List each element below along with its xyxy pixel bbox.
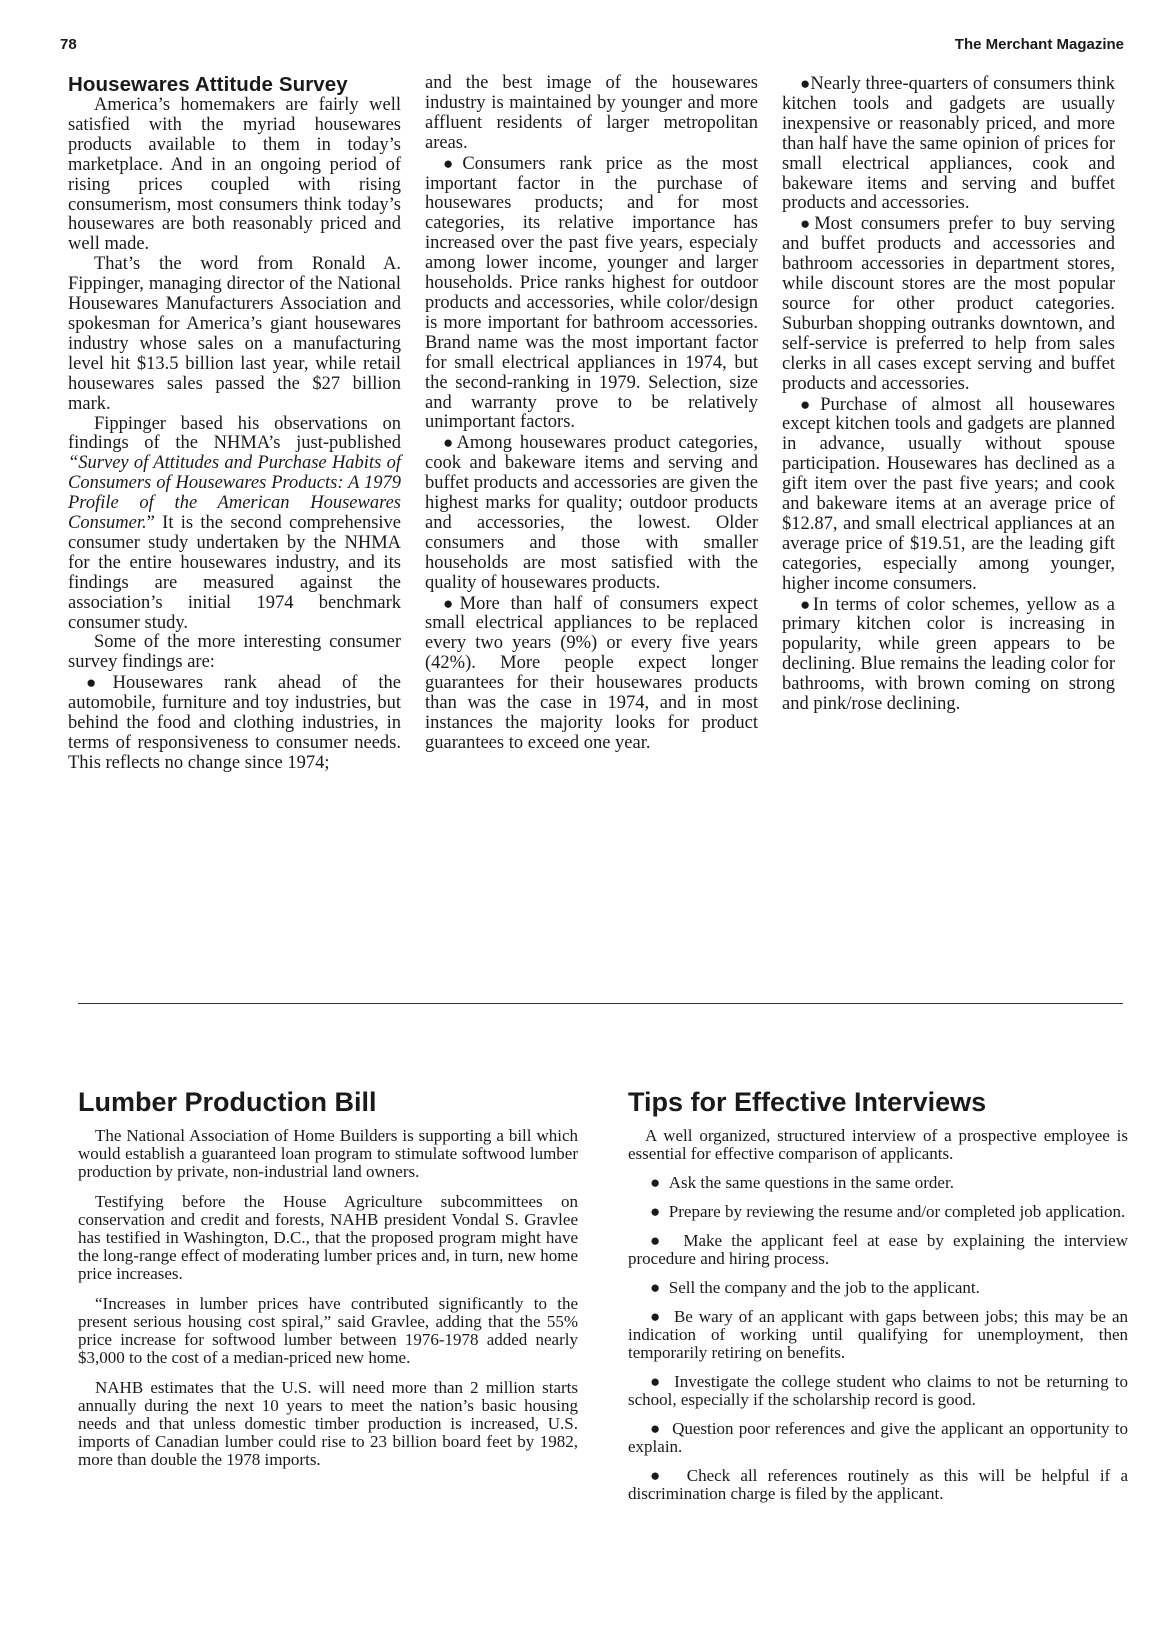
text-run: Fippinger based his observations on findings of the NHMA’s just-published — [68, 413, 401, 454]
bullet-text: In terms of color schemes, yellow as a primary kitchen color is increasing in popularity, while green appears to be declining. Blue remains the leading color for bathrooms, with brown coming on strong and pink/rose declining. — [782, 594, 1115, 715]
tip-item — [628, 1467, 1128, 1503]
bullet-paragraph — [425, 433, 758, 593]
paragraph: and the best image of the housewares industry is maintained by younger and more affluent residents of larger metropolitan areas. — [425, 73, 758, 153]
tip-item — [628, 1308, 1128, 1362]
paragraph: A well organized, structured interview of a prospective employee is essential for effective comparison of applicants. — [628, 1126, 1128, 1163]
interview-tips-article — [628, 1087, 1128, 1514]
tip-text: Ask the same questions in the same order. — [668, 1173, 954, 1192]
tip-text: Question poor references and give the applicant an opportunity to explain. — [628, 1419, 1129, 1456]
paragraph: That’s the word from Ronald A. Fippinger, managing director of the National Housewares Manufacturers Association and spokesman for America’s giant housewares industry whose sales on a manufacturing level hit $13.5 billion last year, while retail housewares sales passed the $27 billion mark. — [68, 254, 401, 414]
survey-column-1 — [68, 74, 401, 774]
lumber-article — [78, 1087, 578, 1481]
bullet-paragraph — [782, 74, 1115, 214]
tip-text: Prepare by reviewing the resume and/or completed job application. — [668, 1202, 1126, 1221]
study-title: “Survey of Attitudes and Purchase Habits of Consumers of Housewares Products: A 1979 Profile of the American Housewares Consumer. — [68, 453, 401, 534]
bullet-icon: ● — [800, 214, 815, 234]
tip-text: Check all references routinely as this will be helpful if a discrimination charge is filed by the applicant. — [628, 1466, 1128, 1503]
bullet-paragraph — [782, 395, 1115, 595]
bullet-icon: ● — [650, 1419, 662, 1438]
housewares-survey-article — [68, 74, 1116, 774]
paragraph: “Increases in lumber prices have contributed significantly to the present serious housing cost spiral,” said Gravlee, adding that the 55% price increase for softwood lumber between 1976-1978 added nearly $3,000 to the cost of a median-priced new home. — [78, 1294, 578, 1367]
bullet-icon: ● — [800, 594, 813, 614]
magazine-name: The Merchant Magazine — [954, 36, 1124, 53]
tip-item — [628, 1373, 1128, 1409]
paragraph: NAHB estimates that the U.S. will need more than 2 million starts annually during the next 10 years to meet the nation’s basic housing needs and that unless domestic timber production is increased, U.S. imports of Canadian lumber could rise to 23 billion board feet by 1982, more than double the 1978 imports. — [78, 1378, 578, 1469]
bullet-text: Most consumers prefer to buy serving and buffet products and accessories and bathroom accessories in department stores, while discount stores are the most popular source for other product categories. Suburban shopping outranks downtown, and self-service is preferred to help from sales clerks in all cases except serving and buffet products and accessories. — [782, 214, 1115, 394]
bullet-icon: ● — [800, 74, 811, 93]
bullet-icon: ● — [650, 1231, 666, 1250]
bullet-icon: ● — [650, 1278, 661, 1297]
bullet-paragraph — [68, 673, 401, 774]
bullet-icon: ● — [650, 1307, 662, 1326]
bullet-icon: ● — [443, 153, 463, 173]
bullet-icon: ● — [800, 394, 821, 414]
bullet-text: Among housewares product categories, cook and bakeware items and serving and buffet products and accessories are given the highest marks for quality; outdoor products and accessories, the lowest. Older consumers and those with smaller households are most satisfied with the quality of housewares products. — [425, 433, 758, 593]
tip-text: Make the applicant feel at ease by explaining the interview procedure and hiring process. — [628, 1231, 1128, 1268]
bullet-icon: ● — [650, 1372, 663, 1391]
bullet-text: Nearly three-quarters of consumers think kitchen tools and gadgets are usually inexpensive or reasonably priced, and more than half have the same opinion of prices for small electrical appliances, cook and bakeware items and serving and buffet products and accessories. — [782, 74, 1115, 214]
page-number: 78 — [60, 36, 77, 53]
article-title: Housewares Attitude Survey — [68, 73, 348, 96]
tip-text: Sell the company and the job to the applicant. — [668, 1278, 980, 1297]
text-run: ” It is the second comprehensive consumer study undertaken by the NHMA for the entire housewares industry, and its findings are measured against the association’s initial 1974 benchmark consumer study. — [68, 513, 401, 633]
tip-item — [628, 1420, 1128, 1456]
bullet-paragraph — [425, 594, 758, 754]
tip-item — [628, 1232, 1128, 1268]
section-divider — [78, 1003, 1123, 1004]
bullet-text: Purchase of almost all housewares except kitchen tools and gadgets are planned in advance, usually without spouse participation. Housewares has declined as a gift item over the past five years; and cook and bakeware items at an average price of $12.87, and small electrical appliances at an average price of $19.51, are the leading gift categories, especially among younger, higher income consumers. — [782, 394, 1115, 594]
article-title: Tips for Effective Interviews — [628, 1087, 987, 1117]
survey-column-3 — [782, 74, 1115, 774]
bullet-icon: ● — [650, 1173, 661, 1192]
bullet-icon: ● — [443, 433, 457, 453]
article-title: Lumber Production Bill — [78, 1087, 377, 1117]
bullet-paragraph — [425, 154, 758, 434]
page-header — [60, 36, 1124, 60]
bullet-text: Consumers rank price as the most important factor in the purchase of housewares products; and for most categories, its relative importance has increased over the past five years, especialy among lower income, younger and larger households. Price ranks highest for outdoor products and accessories, while color/design is more important for bathroom accessories. Brand name was the most important factor for small electrical appliances in 1974, but the second-ranking in 1979. Selection, size and warranty prove to be relatively unimportant factors. — [425, 153, 758, 433]
tip-text: Be wary of an applicant with gaps between jobs; this may be an indication of working until qualifying for unemployment, then temporarily retiring on benefits. — [628, 1307, 1128, 1362]
bullet-text: Housewares rank ahead of the automobile, furniture and toy industries, but behind the food and clothing industries, in terms of responsiveness to consumer needs. This reflects no change since 1974; — [68, 673, 401, 773]
bullet-paragraph — [782, 214, 1115, 394]
bullet-icon: ● — [443, 593, 460, 613]
paragraph: The National Association of Home Builders is supporting a bill which would establish a guaranteed loan program to stimulate softwood lumber production by private, non-industrial land owners. — [78, 1126, 578, 1181]
tip-text: Investigate the college student who claims to not be returning to school, especially if the scholarship record is good. — [628, 1372, 1128, 1409]
bullet-text: More than half of consumers expect small electrical appliances to be replaced every two years (9%) or every five years (42%). More people expect longer guarantees for their housewares products than was the case in 1974, and in most instances the majority looks for product guarantees to exceed one year. — [425, 593, 758, 753]
bullet-icon: ● — [86, 673, 113, 693]
tip-item — [628, 1203, 1128, 1221]
paragraph: Testifying before the House Agriculture subcommittees on conservation and credit and forests, NAHB president Vondal S. Gravlee has testified in Washington, D.C., that the proposed program might have the long-range effect of moderating lumber prices and, in turn, new home price increases. — [78, 1192, 578, 1283]
tip-item — [628, 1279, 1128, 1297]
bullet-paragraph — [782, 595, 1115, 715]
survey-column-2 — [425, 74, 758, 774]
paragraph: America’s homemakers are fairly well satisfied with the myriad housewares products available to them in today’s marketplace. And in an ongoing period of rising prices coupled with rising consumerism, most consumers think today’s housewares are both reasonably priced and well made. — [68, 95, 401, 255]
paragraph: Some of the more interesting consumer survey findings are: — [68, 632, 401, 673]
tip-item — [628, 1174, 1128, 1192]
bullet-icon: ● — [650, 1202, 661, 1221]
bullet-icon: ● — [650, 1466, 667, 1485]
paragraph — [68, 415, 401, 634]
